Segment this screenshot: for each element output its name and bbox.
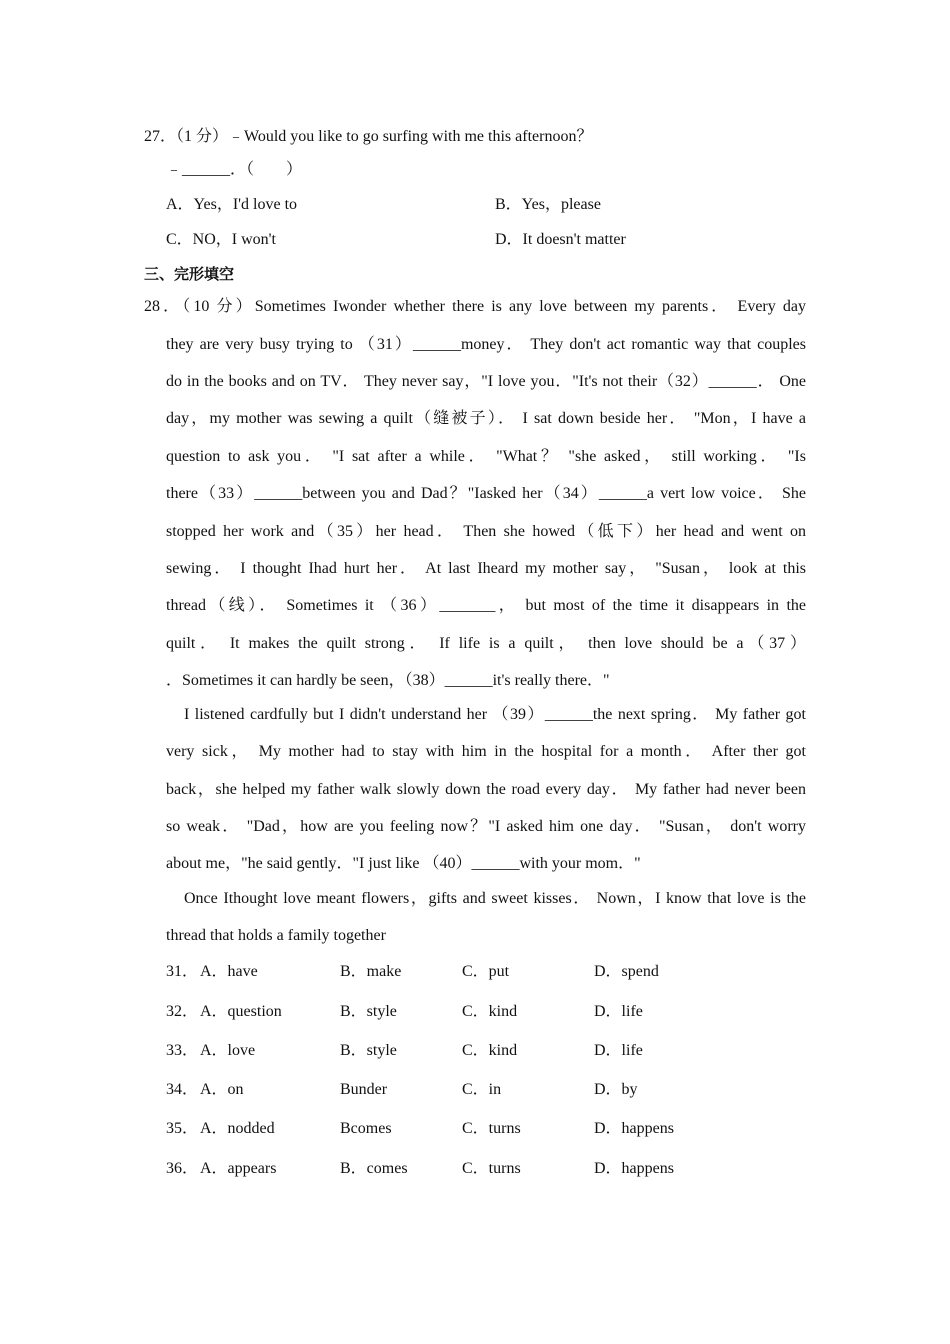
choice-number: 31．	[166, 963, 199, 980]
choice-c: C．kind	[462, 1003, 518, 1020]
choice-d: D．life	[594, 1042, 643, 1059]
choice-b: Bcomes	[340, 1120, 392, 1137]
passage-line: day，my mother was sewing a quilt（缝被子）． I sat down beside her． "Mon，I have a	[166, 410, 806, 427]
passage-line: stopped her work and（35）her head． Then she howed（低下）her head and went on	[166, 523, 806, 540]
choice-b: B．style	[340, 1003, 397, 1020]
choice-a: A．appears	[200, 1160, 277, 1177]
section-title: 三、完形填空	[144, 265, 235, 283]
choice-d: D．happens	[594, 1120, 674, 1137]
q27-option-b: B．Yes，please	[495, 196, 601, 213]
passage-line: ．Sometimes it can hardly be seen，（38）______it's really there．"	[166, 672, 610, 689]
choice-a: A．nodded	[200, 1120, 275, 1137]
choice-a: A．have	[200, 963, 258, 980]
choice-number: 34．	[166, 1081, 199, 1098]
choice-d: D．life	[594, 1003, 643, 1020]
choice-number: 33．	[166, 1042, 199, 1059]
choice-b: B．make	[340, 963, 402, 980]
choice-number: 35．	[166, 1120, 199, 1137]
q27-option-a: A．Yes，I'd love to	[166, 196, 298, 213]
passage-line: so weak． "Dad，how are you feeling now？"I asked him one day． "Susan， don't worry	[166, 818, 806, 835]
choice-number: 32．	[166, 1003, 199, 1020]
passage-line: back，she helped my father walk slowly down the road every day． My father had never been	[166, 781, 807, 798]
choice-a: A．on	[200, 1081, 244, 1098]
choice-c: C．turns	[462, 1160, 521, 1177]
passage-line: do in the books and on TV． They never say，"I love you．"It's not their（32）______． One	[166, 373, 806, 390]
choice-c: C．turns	[462, 1120, 521, 1137]
passage-line: 28．（10 分）Sometimes Iwonder whether there is any love between my parents． Every day	[144, 298, 806, 315]
passage-line: I listened cardfully but I didn't understand her （39）______the next spring． My father got	[184, 706, 806, 723]
choice-c: C．kind	[462, 1042, 518, 1059]
q27-option-d: D．It doesn't matter	[495, 231, 626, 248]
choice-a: A．question	[200, 1003, 282, 1020]
passage-line: thread that holds a family together	[166, 927, 386, 944]
passage-line: very sick， My mother had to stay with him in the hospital for a month． After ther got	[166, 743, 807, 760]
passage-line: about me，"he said gently．"I just like （40）______with your mom．"	[166, 855, 641, 872]
q27-blank-line: ﹣______．（ ）	[166, 161, 303, 178]
passage-line: they are very busy trying to （31）______money． They don't act romantic way that couples	[166, 336, 806, 353]
passage-line: sewing． I thought Ihad hurt her． At last Iheard my mother say， "Susan， look at this	[166, 560, 806, 577]
passage-line: Once Ithought love meant flowers，gifts and sweet kisses． Nown，I know that love is the	[184, 890, 806, 907]
choice-c: C．put	[462, 963, 510, 980]
q27-option-c: C．NO，I won't	[166, 231, 276, 248]
choice-d: D．spend	[594, 963, 659, 980]
choice-b: B．comes	[340, 1160, 408, 1177]
choice-d: D．by	[594, 1081, 638, 1098]
passage-line: thread（线）． Sometimes it （36）_______， but most of the time it disappears in the	[166, 597, 806, 614]
choice-b: B．style	[340, 1042, 397, 1059]
passage-line: quilt． It makes the quilt strong． If life is a quilt， then love should be a（37）	[166, 635, 806, 652]
passage-line: question to ask you． "I sat after a while． "What？ "she asked， still working． "Is	[166, 448, 806, 465]
passage-line: there（33）______between you and Dad？"Iasked her（34）______a vert low voice． She	[166, 485, 806, 502]
choice-a: A．love	[200, 1042, 256, 1059]
choice-b: Bunder	[340, 1081, 388, 1098]
choice-c: C．in	[462, 1081, 502, 1098]
q27-stem: 27．（1 分）﹣Would you like to go surfing with me this afternoon？	[144, 128, 593, 145]
choice-number: 36．	[166, 1160, 199, 1177]
choice-d: D．happens	[594, 1160, 674, 1177]
